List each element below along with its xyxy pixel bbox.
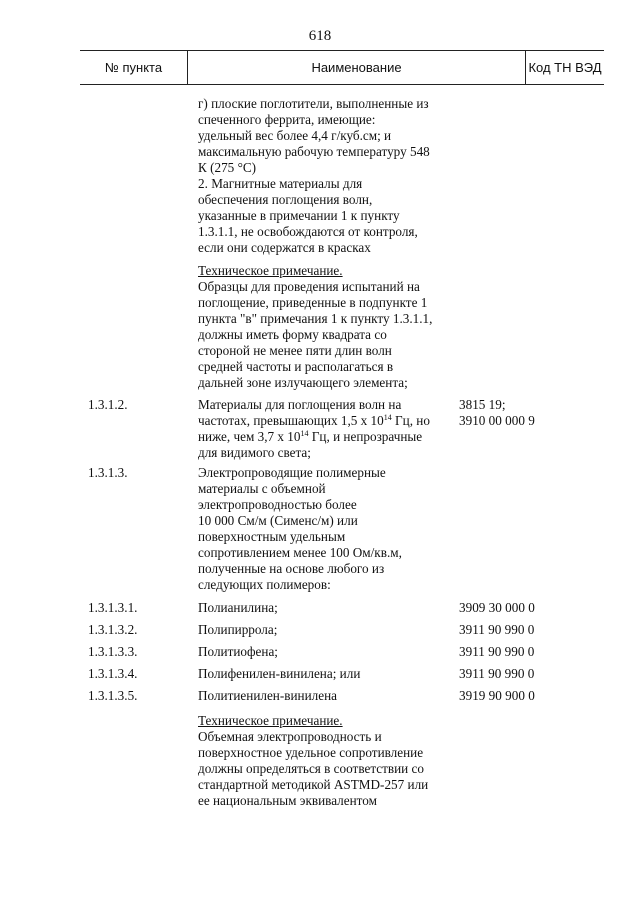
text-line: 2. Магнитные материалы для xyxy=(198,176,363,191)
item-code: 3911 90 990 0 xyxy=(459,666,535,681)
item-name: Полифенилен-винилена; или xyxy=(198,666,361,681)
code-line: 3815 19; xyxy=(459,397,506,412)
text-part: частотах, превышающих 1,5 x 10 xyxy=(198,413,384,428)
text-line: пункта "в" примечания 1 к пункту 1.3.1.1, xyxy=(198,311,433,326)
item-number: 1.3.1.3.2. xyxy=(88,622,138,637)
text-line: полученные на основе любого из xyxy=(198,561,385,576)
table-header xyxy=(80,50,604,85)
text-part: Гц, но xyxy=(391,413,430,428)
item-number: 1.3.1.3.1. xyxy=(88,600,138,615)
text-line: если они содержатся в красках xyxy=(198,240,371,255)
tech-note-1-text xyxy=(198,263,453,391)
text-line: Материалы для поглощения волн на xyxy=(198,397,402,412)
code-line: 3910 00 000 9 xyxy=(459,413,535,428)
text-line: поверхностное удельное сопротивление xyxy=(198,745,424,760)
item-name: Полианилина; xyxy=(198,600,278,615)
text-line: поглощение, приведенные в подпункте 1 xyxy=(198,295,428,310)
item-code: 3909 30 000 0 xyxy=(459,600,535,615)
text-line: удельный вес более 4,4 г/куб.см; и xyxy=(198,128,392,143)
text-part: Гц, и непрозрачные xyxy=(308,429,423,444)
text-line: средней частоты и располагаться в xyxy=(198,359,394,374)
text-line: максимальную рабочую температуру 548 xyxy=(198,144,430,159)
text-line: стандартной методикой ASTMD-257 или xyxy=(198,777,429,792)
item-code: 3911 90 990 0 xyxy=(459,622,535,637)
item-code: 3919 90 900 0 xyxy=(459,688,535,703)
text-line: должны определяться в соответствии со xyxy=(198,761,424,776)
header-code: Код ТН ВЭД xyxy=(528,60,602,75)
text-line: стороной не менее пяти длин волн xyxy=(198,343,392,358)
tech-note-title: Техническое примечание. xyxy=(198,263,343,278)
text-line: 10 000 См/м (Сименс/м) или xyxy=(198,513,358,528)
text-line xyxy=(198,429,453,445)
text-line: дальней зоне излучающего элемента; xyxy=(198,375,408,390)
item-number: 1.3.1.3.4. xyxy=(88,666,138,681)
text-line: ее национальным эквивалентом xyxy=(198,793,377,808)
text-line xyxy=(198,413,453,429)
page-number: 618 xyxy=(308,28,332,44)
text-line: следующих полимеров: xyxy=(198,577,331,592)
text-line: указанные в примечании 1 к пункту xyxy=(198,208,400,223)
item-number: 1.3.1.2. xyxy=(88,397,128,412)
item-number: 1.3.1.3.5. xyxy=(88,688,138,703)
item-name: Полипиррола; xyxy=(198,622,278,637)
tech-note-title: Техническое примечание. xyxy=(198,713,343,728)
item-name xyxy=(198,397,453,461)
text-line: спеченного феррита, имеющие: xyxy=(198,112,376,127)
item-number: 1.3.1.3. xyxy=(88,465,128,480)
item-code xyxy=(459,397,589,429)
item-code: 3911 90 990 0 xyxy=(459,644,535,659)
tech-note-2-text xyxy=(198,713,453,809)
text-line: Образцы для проведения испытаний на xyxy=(198,279,420,294)
item-name: Политиенилен-винилена xyxy=(198,688,337,703)
header-name: Наименование xyxy=(187,51,526,84)
item-number: 1.3.1.3.3. xyxy=(88,644,138,659)
text-line: Объемная электропроводность и xyxy=(198,729,382,744)
text-line: Электропроводящие полимерные xyxy=(198,465,386,480)
text-line: г) плоские поглотители, выполненные из xyxy=(198,96,429,111)
text-line: должны иметь форму квадрата со xyxy=(198,327,387,342)
text-line: сопротивлением менее 100 Ом/кв.м, xyxy=(198,545,402,560)
text-line: К (275 °С) xyxy=(198,160,257,175)
item-name xyxy=(198,465,453,593)
text-line: 1.3.1.1, не освобождаются от контроля, xyxy=(198,224,418,239)
header-number: № пункта xyxy=(104,60,163,75)
block-g-text xyxy=(198,96,453,256)
text-line: материалы с объемной xyxy=(198,481,326,496)
text-line: для видимого света; xyxy=(198,445,311,460)
text-part: ниже, чем 3,7 x 10 xyxy=(198,429,301,444)
text-line: поверхностным удельным xyxy=(198,529,346,544)
item-name: Политиофена; xyxy=(198,644,278,659)
superscript: 14 xyxy=(300,429,309,438)
text-line: обеспечения поглощения волн, xyxy=(198,192,373,207)
superscript: 14 xyxy=(383,413,392,422)
text-line: электропроводностью более xyxy=(198,497,357,512)
